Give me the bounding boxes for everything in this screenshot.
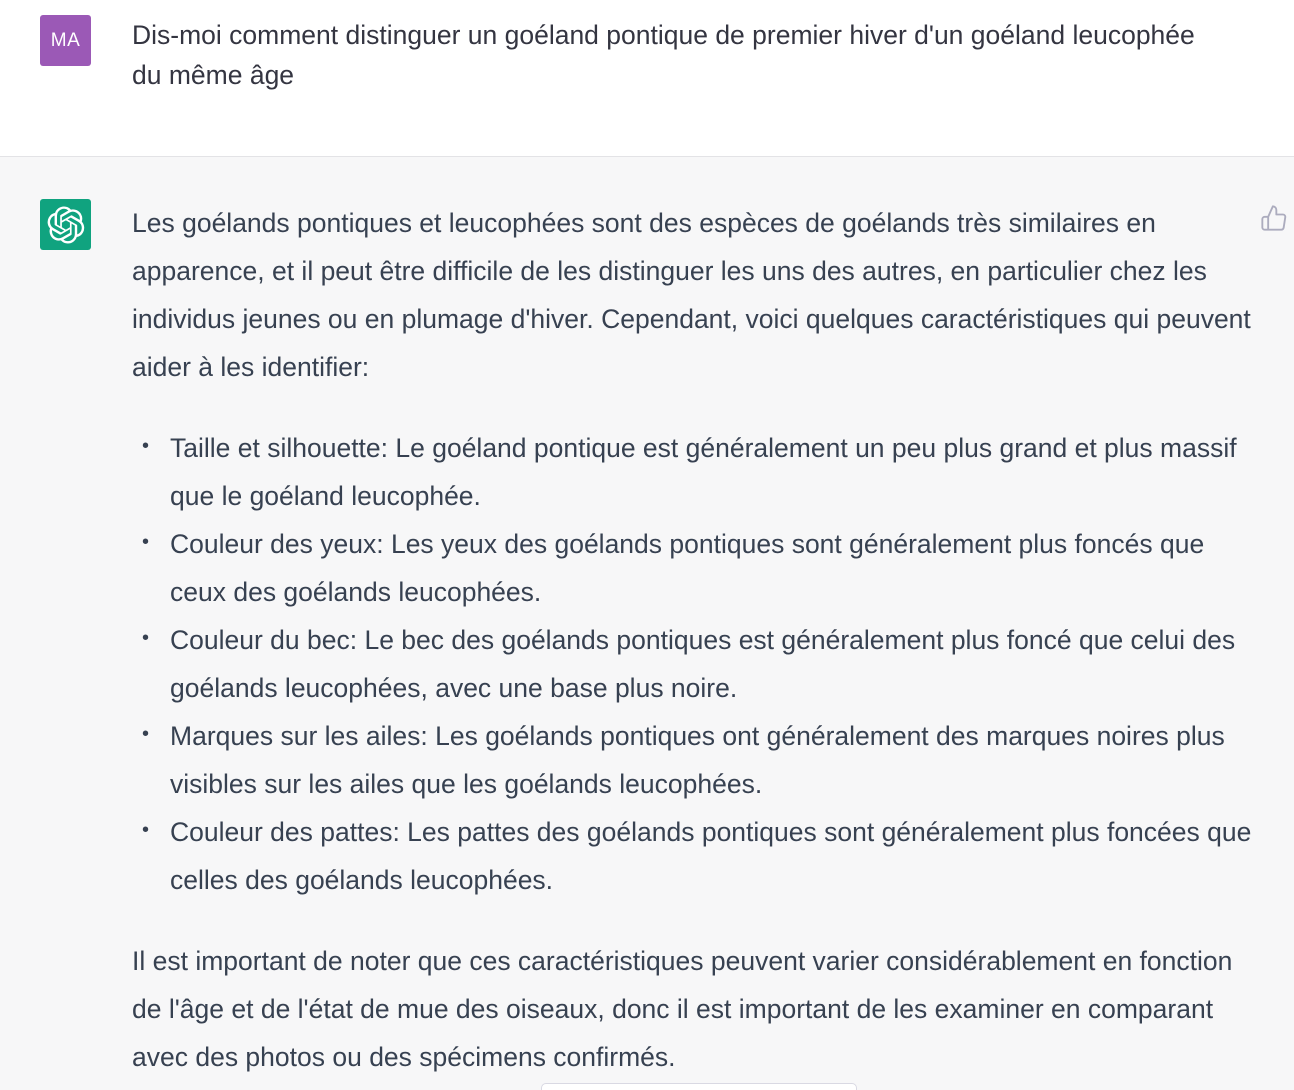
openai-logo-icon bbox=[47, 206, 85, 244]
bullet-icon: • bbox=[142, 723, 150, 745]
list-item-text: Marques sur les ailes: Les goélands pontiques ont généralement des marques noires plus visibles sur les ailes que les goélands leucophées. bbox=[170, 721, 1225, 799]
bullet-icon: • bbox=[142, 627, 150, 649]
bullet-icon: • bbox=[142, 435, 150, 457]
list-item bbox=[132, 424, 1252, 520]
answer-conclusion: Il est important de noter que ces caractéristiques peuvent varier considérablement en fonction de l'âge et de l'état de mue des oiseaux, donc il est important de les examiner en comparant avec des photos ou des spécimens confirmés. bbox=[132, 946, 1233, 1072]
list-item-text: Couleur des yeux: Les yeux des goélands pontiques sont généralement plus foncés que ceux des goélands leucophées. bbox=[170, 529, 1205, 607]
user-avatar bbox=[40, 15, 91, 66]
user-message-text: Dis-moi comment distinguer un goéland pontique de premier hiver d'un goéland leucophée du même âge bbox=[132, 20, 1195, 90]
assistant-message-body bbox=[132, 199, 1252, 1081]
user-avatar-initials: MA bbox=[50, 29, 81, 51]
bullet-icon: • bbox=[142, 819, 150, 841]
list-item bbox=[132, 520, 1252, 616]
assistant-message bbox=[0, 157, 1294, 1090]
characteristics-list bbox=[132, 424, 1252, 904]
list-item-text: Couleur des pattes: Les pattes des goélands pontiques sont généralement plus foncées que celles des goélands leucophées. bbox=[170, 817, 1252, 895]
list-item bbox=[132, 808, 1252, 904]
thumbs-up-icon bbox=[1260, 203, 1288, 233]
list-item bbox=[132, 616, 1252, 712]
list-item bbox=[132, 712, 1252, 808]
regenerate-response-button[interactable] bbox=[541, 1083, 857, 1090]
list-item-text: Couleur du bec: Le bec des goélands pontiques est généralement plus foncé que celui des goélands leucophées, avec une base plus noire. bbox=[170, 625, 1236, 703]
thumbs-up-button[interactable] bbox=[1260, 203, 1288, 233]
list-item-text: Taille et silhouette: Le goéland pontique est généralement un peu plus grand et plus massif que le goéland leucophée. bbox=[170, 433, 1237, 511]
answer-intro: Les goélands pontiques et leucophées sont des espèces de goélands très similaires en apparence, et il peut être difficile de les distinguer les uns des autres, en particulier chez les individus jeunes ou en plumage d'hiver. Cependant, voici quelques caractéristiques qui peuvent aider à les identifier: bbox=[132, 208, 1251, 382]
user-message bbox=[0, 0, 1294, 157]
assistant-avatar bbox=[40, 199, 91, 250]
bullet-icon: • bbox=[142, 531, 150, 553]
